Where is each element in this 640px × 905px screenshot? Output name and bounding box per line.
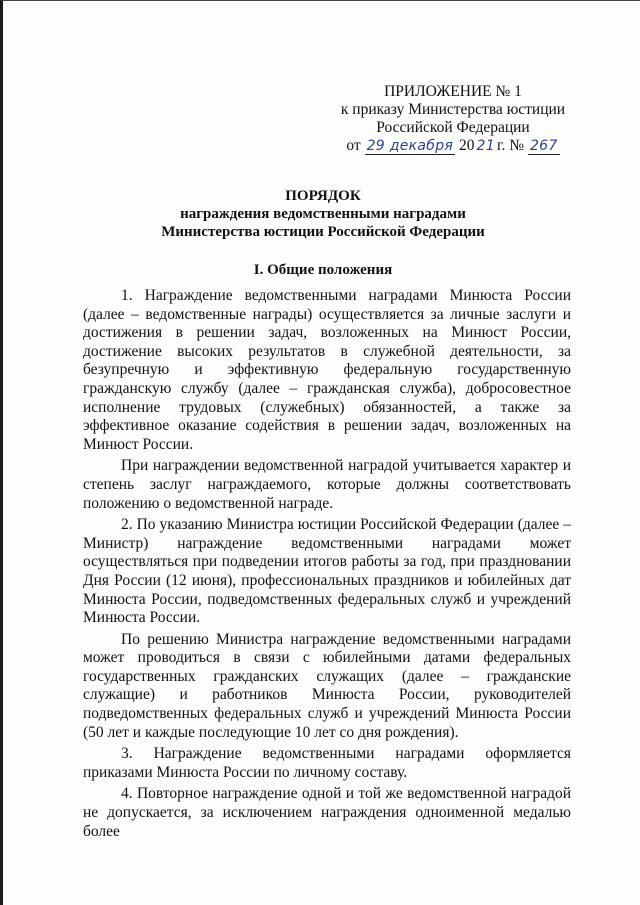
paragraph-5: 3. Награждение ведомственными наградами оформляется приказами Минюста России по личному составу. [83,745,571,781]
handwritten-number: 267 [529,138,558,154]
paragraph-1: 1. Награждение ведомственными наградами Минюста России (далее – ведомственные награды) осуществляется за личные заслуги и достижения в решении задач, возложенных на Минюст России, достижение высоких результатов в служебной деятельности, за безупречную и эффективную федеральную государственную гражданскую службу (далее – гражданская служба), добросовестное исполнение трудовых (служебных) обязанностей, а также за эффективное оказание содействия в решении задач, возложенных на Минюст России. [83,287,571,453]
appendix-federation: Российской Федерации [376,119,530,136]
appendix-block [303,83,603,155]
handwritten-year: 21 [476,138,495,154]
paragraph-2: При награждении ведомственной наградой учитывается характер и степень заслуг награждаемого, которые должны соответствовать положению о ведомственной награде. [83,457,571,512]
paragraph-3: 2. По указанию Министра юстиции Российской Федерации (далее – Министр) награждение ведомственными наградами может осуществляться при подведении итогов работы за год, при праздновании Дня России (12 июня), профессиональных праздников и юбилейных дат Минюста России, подведомственных федеральных служб и учреждений Минюста России. [83,516,571,627]
heading-subtitle-2: Министерства юстиции Российской Федерации [161,224,485,240]
appendix-order-ref: к приказу Министерства юстиции [340,101,566,118]
heading-title: ПОРЯДОК [285,188,361,204]
year-suffix: г. № [496,137,525,154]
paragraph-4: По решению Министра награждение ведомственными наградами может проводиться в связи с юбилейными датами федеральных государственных гражданских служащих (далее – гражданские служащие) и работников Минюста России, руководителей подведомственных федеральных служб и учреждений Минюста России (50 лет и каждые последующие 10 лет со дня рождения). [83,630,571,741]
appendix-date-line [303,137,603,155]
document-heading [83,187,563,241]
handwritten-date: 29 декабря [366,138,454,154]
paragraph-6: 4. Повторное награждение одной и той же ведомственной наградой не допускается, за исключением награждения одноименной медалью более [83,785,571,840]
heading-subtitle-1: награждения ведомственными наградами [180,206,466,222]
appendix-title: ПРИЛОЖЕНИЕ № 1 [384,83,522,100]
document-body [83,287,571,841]
section-title: I. Общие положения [253,262,393,278]
year-prefix: 20 [459,137,475,154]
date-prefix: от [346,137,361,154]
